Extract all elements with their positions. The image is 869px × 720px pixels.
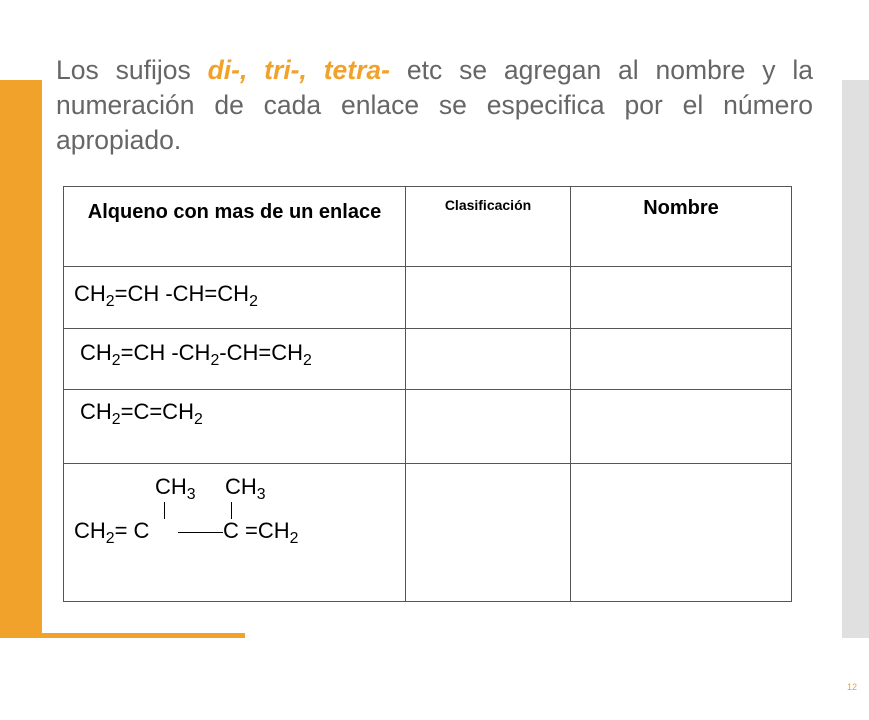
intro-text-start: Los sufijos bbox=[56, 55, 208, 85]
table-row bbox=[64, 390, 792, 464]
bond-line-left bbox=[164, 502, 165, 519]
table-row bbox=[64, 329, 792, 390]
page-number: 12 bbox=[847, 682, 858, 692]
formula-cell bbox=[64, 267, 406, 329]
orange-accent-bar bbox=[0, 80, 42, 638]
name-cell[interactable] bbox=[571, 390, 792, 464]
single-bond-line bbox=[178, 532, 223, 533]
gray-side-bar bbox=[842, 80, 869, 638]
classification-cell[interactable] bbox=[406, 464, 571, 602]
intro-paragraph bbox=[56, 53, 813, 158]
header-name: Nombre bbox=[571, 187, 792, 267]
table-row bbox=[64, 464, 792, 602]
main-chain-right: $C =CH_2$ bbox=[223, 518, 299, 547]
formula-allene: $CH_2=C=CH_2$ bbox=[80, 399, 203, 428]
formula-pentadiene: $CH_2=CH$ $-CH_2-CH=CH_2$ bbox=[80, 340, 312, 369]
header-classification: Clasificación bbox=[406, 187, 571, 267]
alkene-table bbox=[63, 186, 792, 602]
main-chain-left: $CH_2= C$ bbox=[74, 518, 150, 547]
name-cell[interactable] bbox=[571, 464, 792, 602]
methyl-branch-right: $CH_3$ bbox=[225, 474, 266, 503]
header-alkene: Alqueno con mas de un enlace bbox=[64, 187, 406, 267]
bond-line-right bbox=[231, 502, 232, 519]
formula-cell bbox=[64, 329, 406, 390]
formula-dimethylbutadiene bbox=[64, 464, 406, 602]
formula-cell bbox=[64, 390, 406, 464]
suffix-highlight: di-, tri-, tetra- bbox=[207, 55, 390, 85]
orange-underline bbox=[42, 633, 245, 638]
table-header-row bbox=[64, 187, 792, 267]
classification-cell[interactable] bbox=[406, 329, 571, 390]
classification-cell[interactable] bbox=[406, 390, 571, 464]
name-cell[interactable] bbox=[571, 329, 792, 390]
classification-cell[interactable] bbox=[406, 267, 571, 329]
formula-butadiene: $CH_2=CH$ $-CH=CH_2$ bbox=[74, 281, 258, 310]
name-cell[interactable] bbox=[571, 267, 792, 329]
table-row bbox=[64, 267, 792, 329]
intro-text-end: etc se agregan al nombre y la numeración de cada enlace se especifica por el número apropiado. bbox=[56, 55, 813, 155]
methyl-branch-left: $CH_3$ bbox=[155, 474, 196, 503]
